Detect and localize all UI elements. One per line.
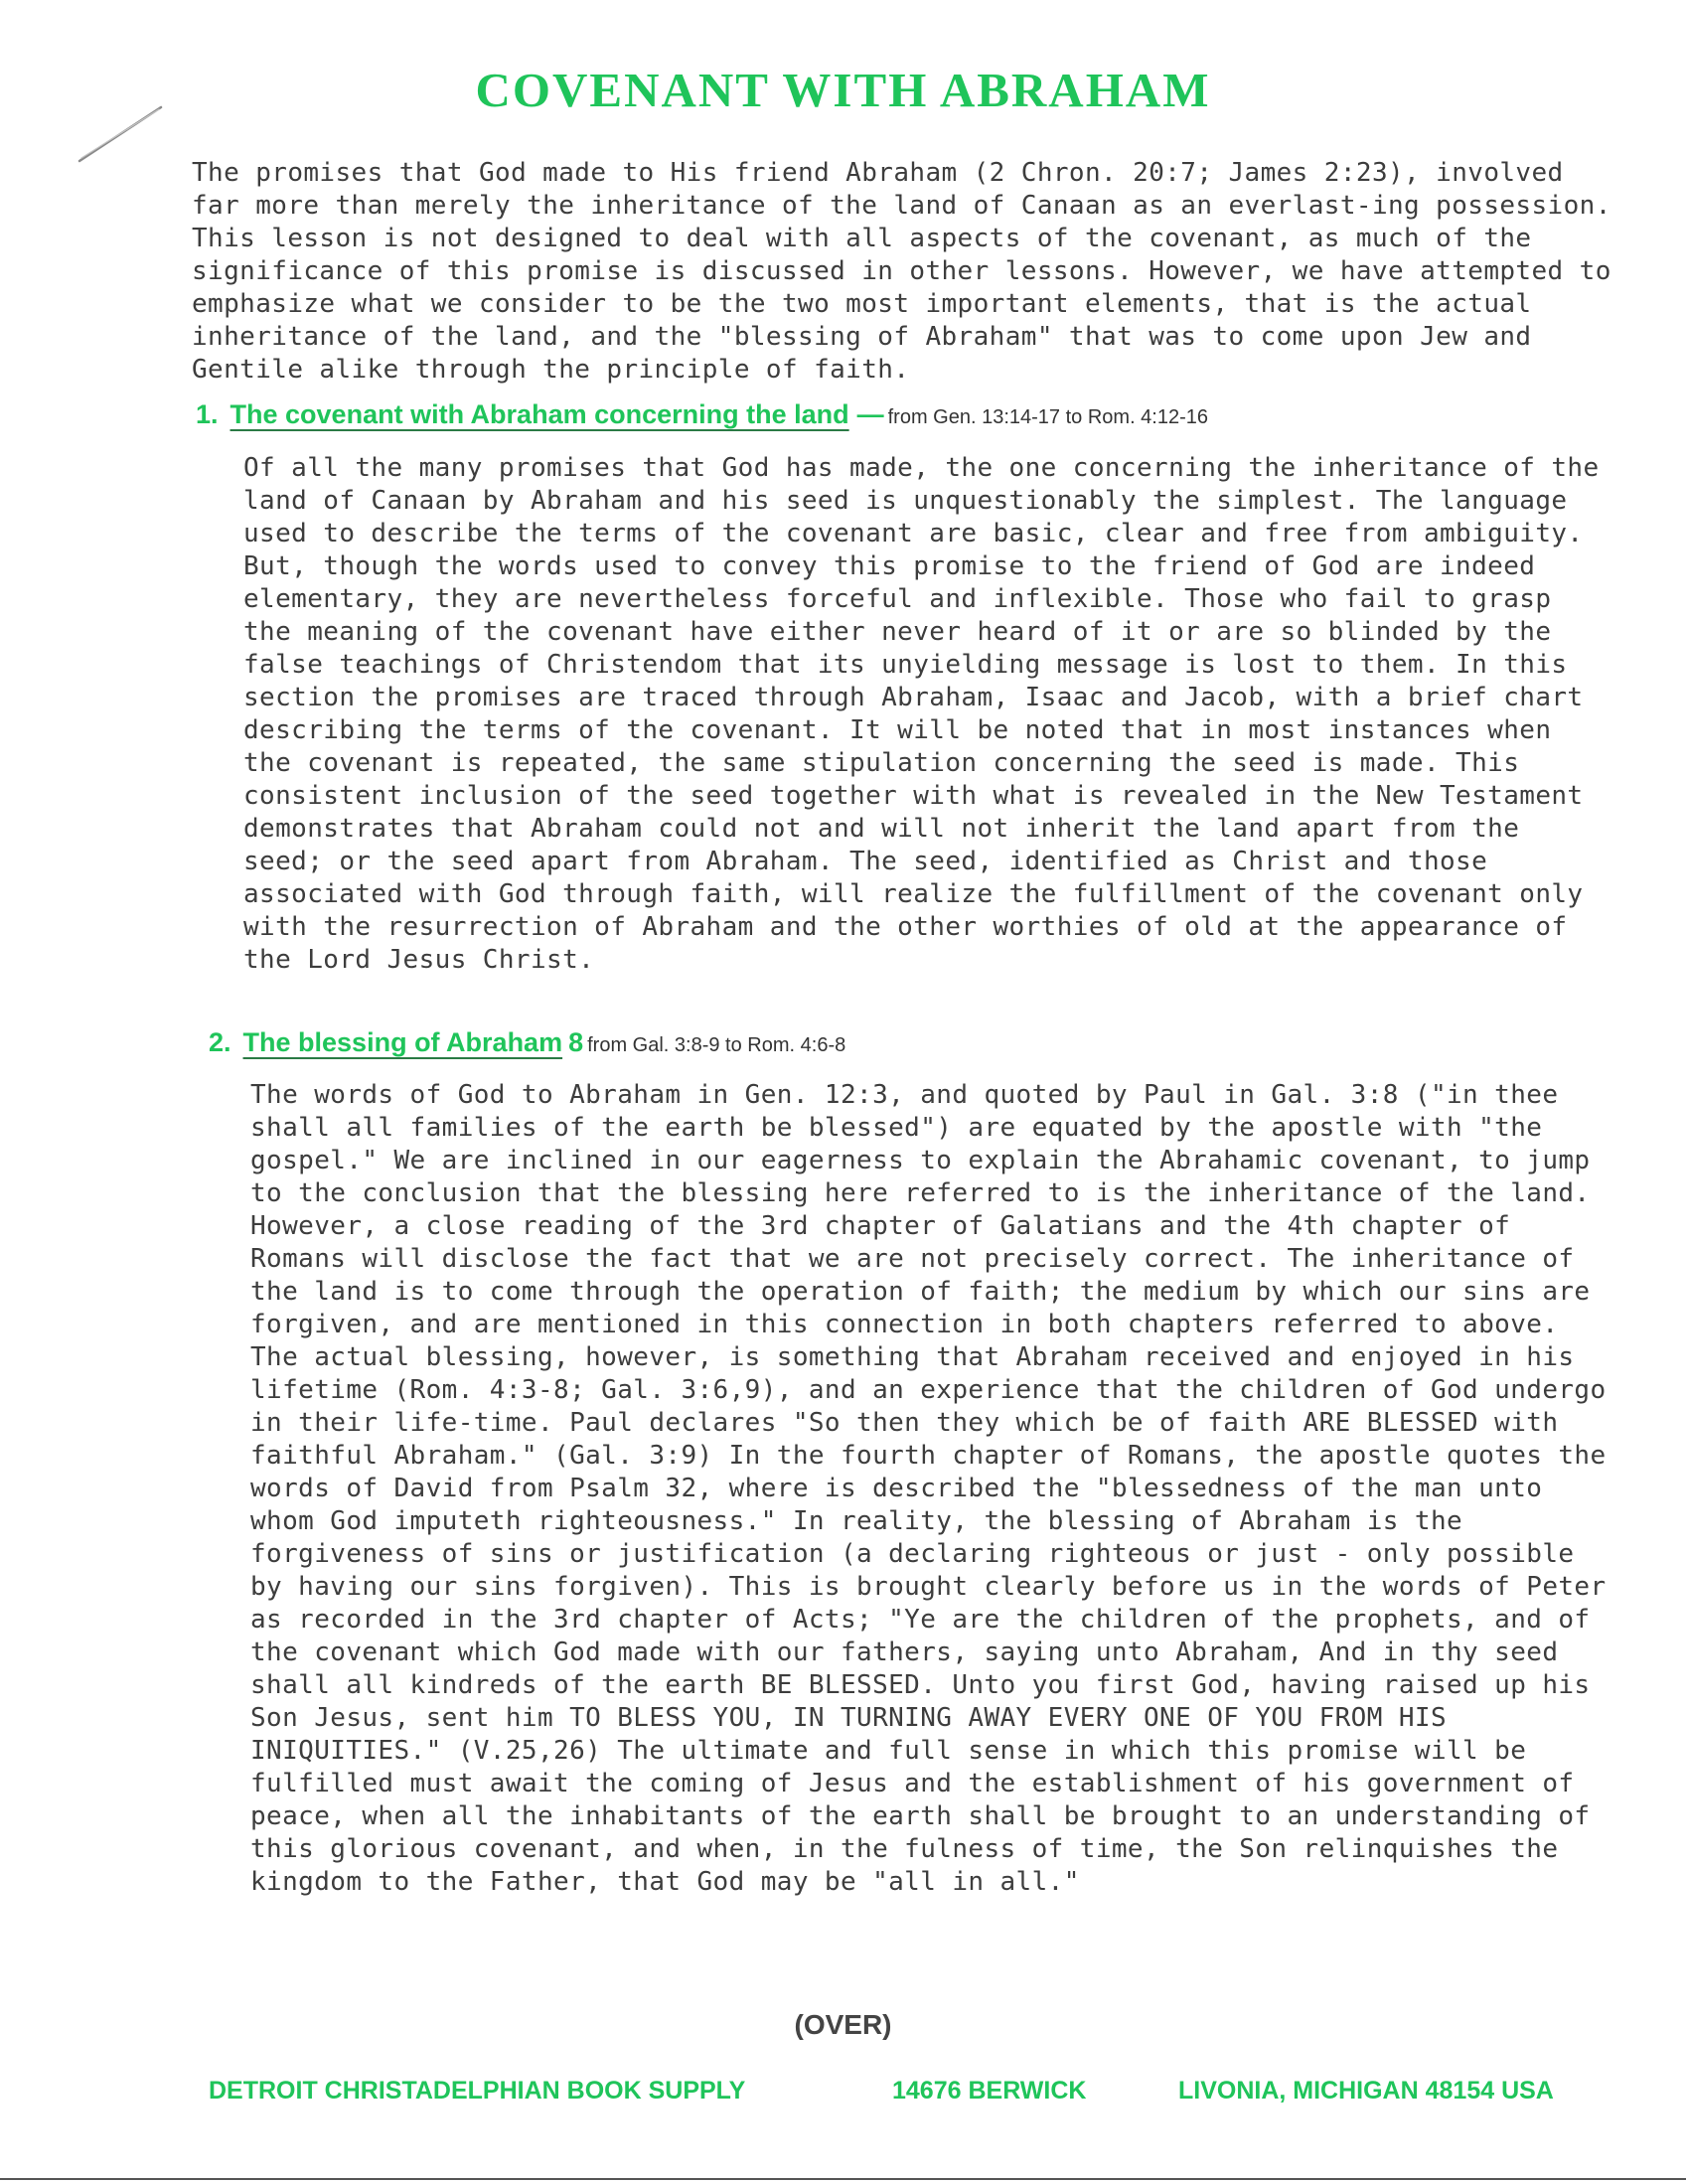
section-1-dash: — (856, 399, 884, 429)
section-2-number: 2. (209, 1027, 231, 1057)
footer-city: LIVONIA, MICHIGAN 48154 USA (1178, 2077, 1554, 2105)
section-1-title: The covenant with Abraham concerning the land (230, 399, 849, 429)
section-2-body: The words of God to Abraham in Gen. 12:3, and quoted by Paul in Gal. 3:8 ("in thee shall all families of the earth be blessed") are equated by the apostle with "the gospel." We are inclined in our eagerness to explain the Abrahamic covenant, to jump to the conclusion that the blessing here referred to is the inheritance of the land. However, a close reading of the 3rd chapter of Galatians and the 4th chapter of Romans will disclose the fact that we are not precisely correct. The inheritance of the land is to come through the operation of faith; the medium by which our sins are forgiven, and are mentioned in this connection in both chapters referred to above. The actual blessing, however, is something that Abraham received and enjoyed in his lifetime (Rom. 4:3-8; Gal. 3:6,9), and an experience that the children of God undergo in their life-time. Paul declares "So then they which be of faith ARE BLESSED with faithful Abraham." (Gal. 3:9) In the fourth chapter of Romans, the apostle quotes the words of David from Psalm 32, where is described the "blessedness of the man unto whom God imputeth righteousness." In reality, the blessing of Abraham is the forgiveness of sins or justification (a declaring righteous or just - only possible by having our sins forgiven). This is brought clearly before us in the words of Peter as recorded in the 3rd chapter of Acts; "Ye are the children of the prophets, and of the covenant which God made with our fathers, saying unto Abraham, And in thy seed shall all kindreds of the earth BE BLESSED. Unto you first God, having raised up his Son Jesus, sent him TO BLESS YOU, IN TURNING AWAY EVERY ONE OF YOU FROM HIS INIQUITIES." (V.25,26) The ultimate and full sense in which this promise will be fulfilled must await the coming of Jesus and the establishment of his government of peace, when all the inhabitants of the earth shall be brought to an understanding of this glorious covenant, and when, in the fulness of time, the Son relinquishes the kingdom to the Father, that God may be "all in all." (250, 1080, 1607, 1897)
section-1-source: from Gen. 13:14-17 to Rom. 4:12-16 (887, 406, 1209, 428)
section-1-body: Of all the many promises that God has made, the one concerning the inheritance of the land of Canaan by Abraham and his seed is unquestionably the simplest. The language used to describe the terms of the covenant are basic, clear and free from ambiguity. But, though the words used to convey this promise to the friend of God are indeed elementary, they are nevertheless forceful and inflexible. Those who fail to grasp the meaning of the covenant have either never heard of it or are so blinded by the false teachings of Christendom that its unyielding message is lost to them. In this section the promises are traced through Abraham, Isaac and Jacob, with a brief chart describing the terms of the covenant. It will be noted that in most instances when the covenant is repeated, the same stipulation concerning the seed is made. This consistent inclusion of the seed together with what is revealed in the New Testament demonstrates that Abraham could not and will not inherit the land apart from the seed; or the seed apart from Abraham. The seed, identified as Christ and those associated with God through faith, will realize the fulfillment of the covenant only with the resurrection of Abraham and the other worthies of old at the appearance of the Lord Jesus Christ. (243, 453, 1600, 975)
pencil-mark (76, 103, 167, 165)
over-note: (OVER) (794, 2009, 892, 2040)
footer-street: 14676 BERWICK (892, 2077, 1087, 2105)
section-1-number: 1. (196, 399, 219, 429)
section-2-title: The blessing of Abraham (242, 1027, 563, 1057)
section-2-heading (209, 1027, 845, 1058)
footer-publisher: DETROIT CHRISTADELPHIAN BOOK SUPPLY (209, 2077, 746, 2105)
intro-paragraph: The promises that God made to His friend Abraham (2 Chron. 20:7; James 2:23), involved far more than merely the inheritance of the land of Canaan as an everlast-ing possession. This lesson is not designed to deal with all aspects of the covenant, as much of the significance of this promise is discussed in other lessons. However, we have attempted to emphasize what we consider to be the two most important elements, that is the actual inheritance of the land, and the "blessing of Abraham" that was to come upon Jew and Gentile alike through the principle of faith. (192, 158, 1611, 385)
section-2-separator: 8 (568, 1027, 584, 1057)
bottom-edge-rule (0, 2178, 1686, 2180)
section-2-source: from Gal. 3:8-9 to Rom. 4:6-8 (587, 1034, 846, 1056)
page-title: COVENANT WITH ABRAHAM (475, 63, 1211, 117)
section-1-heading (196, 399, 1208, 430)
